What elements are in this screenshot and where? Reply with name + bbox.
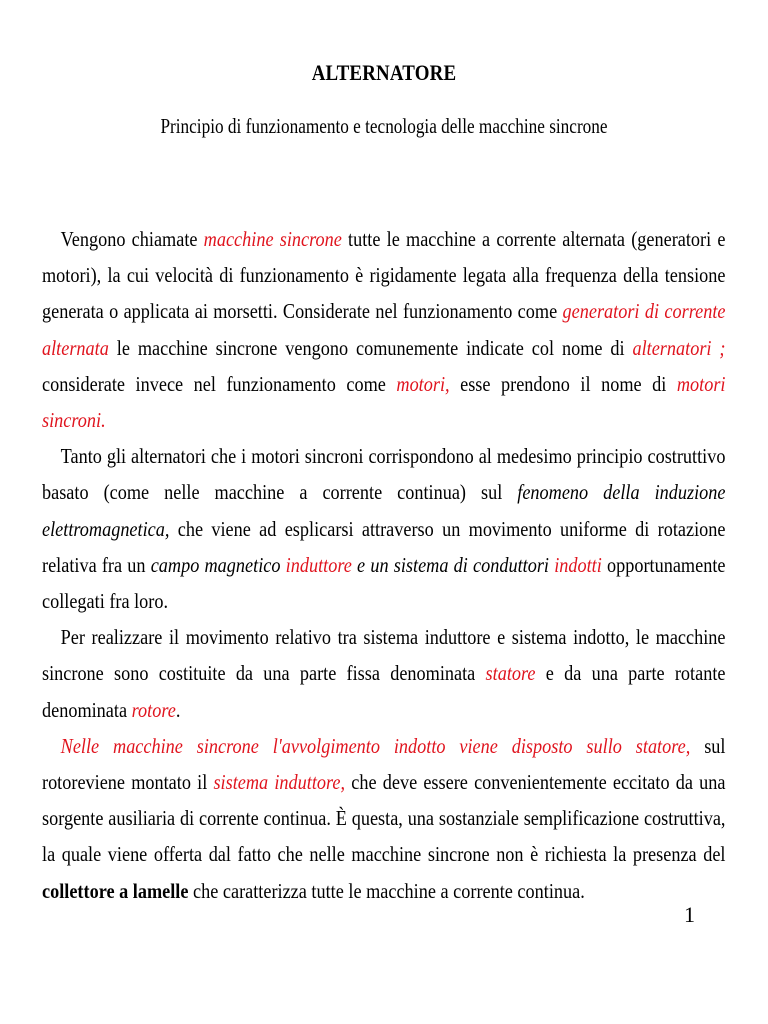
page-number: 1 [684, 902, 695, 927]
text-run: e da una parte rotante denominata [42, 661, 726, 722]
highlight-term: generatori di corrente alternata [42, 299, 726, 360]
text-run: che deve essere convenientemente eccitato da una sorgente ausiliaria di corrente continua. È questa, una sostanziale semplificazione costruttiva, la quale viene offerta dal fatto che nelle macchine sincrone non è richiesta la presenza del [42, 770, 726, 867]
paragraph-3 [42, 619, 725, 728]
italic-term: fenomeno della induzione elettromagnetica, [42, 480, 726, 541]
text-run: che viene ad esplicarsi attraverso un movimento uniforme di rotazione relativa fra un [42, 516, 726, 577]
text-run: Tanto gli alternatori che i motori sincroni corrispondono al medesimo principio costruttivo basato (come nelle macchine a corrente continua) sul [42, 444, 726, 505]
text-run: tutte le macchine a corrente alternata (generatori e motori), la cui velocità di funzionamento è rigidamente legata alla frequenza della tensione generata o applicata ai morsetti. Considerate nel funzionamento come [42, 227, 726, 324]
paragraph-4 [42, 728, 725, 909]
text-run: considerate invece nel funzionamento come [42, 371, 397, 396]
highlight-term: rotore [131, 697, 176, 722]
highlight-term: alternatori ; [632, 335, 726, 360]
bold-term: collettore a lamelle [42, 878, 189, 903]
paragraph-1 [42, 221, 725, 438]
text-run: che caratterizza tutte le macchine a corrente continua. [188, 878, 585, 903]
highlight-term: motori sincroni. [42, 371, 726, 433]
text-run: Per realizzare il movimento relativo tra sistema induttore e sistema indotto, le macchine sincrone sono costituite da una parte fissa denominata [42, 625, 726, 686]
highlight-term: sistema induttore, [213, 770, 346, 795]
highlight-term: induttore [285, 552, 352, 577]
italic-term: e un sistema di conduttori [351, 552, 549, 577]
highlight-term: macchine sincrone [203, 227, 342, 251]
page-subtitle: Principio di funzionamento e tecnologia delle macchine sincrone [160, 114, 608, 138]
highlight-term: Nelle macchine sincrone l'avvolgimento indotto viene disposto sullo statore, [60, 733, 691, 758]
highlight-term: motori, [396, 371, 450, 396]
text-run: . [175, 697, 181, 722]
highlight-term: statore [485, 661, 536, 686]
text-run: sul rotoreviene montato il [42, 733, 726, 795]
text-run: opportunamente collegati fra loro. [42, 552, 726, 614]
body-text [42, 221, 725, 909]
highlight-term: indotti [554, 552, 602, 577]
paragraph-2 [42, 438, 725, 619]
page-title: ALTERNATORE [311, 60, 457, 85]
text-run: Vengono chiamate [60, 227, 204, 251]
text-run: le macchine sincrone vengono comunemente indicate col nome di [108, 335, 633, 360]
italic-term: campo magnetico [150, 552, 281, 577]
text-run: esse prendono il nome di [449, 371, 677, 396]
